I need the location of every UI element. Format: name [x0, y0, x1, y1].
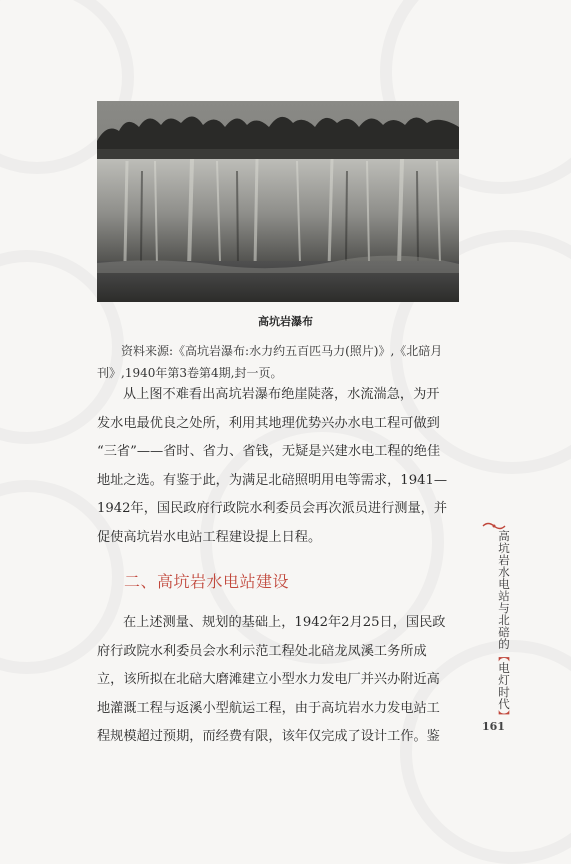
paragraph-line: “三省”——省时、省力、省钱，无疑是兴建水电工程的绝佳 — [97, 444, 441, 459]
page-number: 161 — [482, 720, 505, 733]
source-note-line: 资料来源:《高坑岩瀑布:水力约五百匹马力(照片)》,《北碚月 — [121, 344, 443, 358]
running-header-text: 高坑岩水电站与北碚的 — [497, 530, 511, 650]
paragraph-line: 立，该所拟在北碚大磨滩建立小型水力发电厂并兴办附近高 — [97, 672, 440, 687]
paragraph-line: 发水电最优良之处所，利用其地理优势兴办水电工程可做到 — [97, 415, 440, 431]
source-note-line: 刊》,1940年第3卷第4期,封一页。 — [97, 366, 283, 380]
photo-caption: 高坑岩瀑布 — [258, 315, 313, 328]
paragraph-line: 促使高坑岩水电站工程建设提上日程。 — [97, 529, 322, 545]
running-header-bracket-close: 】 — [497, 710, 511, 722]
running-header — [488, 530, 512, 722]
paragraph-line: 从上图不难看出高坑岩瀑布绝崖陡落，水流湍急，为开 — [123, 387, 440, 402]
paragraph-line: 程规模超过预期，而经费有限，该年仅完成了设计工作。鉴 — [97, 729, 440, 744]
paragraph-line: 在上述测量、规划的基础上，1942年2月25日，国民政 — [123, 615, 446, 630]
running-header-bracket-open: 【 — [497, 650, 511, 662]
paragraph-line: 地灌溉工程与返溪小型航运工程，由于高坑岩水力发电站工 — [97, 700, 440, 716]
section-heading: 二、高坑岩水电站建设 — [124, 572, 290, 591]
paragraph-line: 府行政院水利委员会水利示范工程处北碚龙凤溪工务所成 — [97, 643, 427, 659]
waterfall-photo — [97, 101, 459, 302]
paragraph-1 — [97, 381, 462, 552]
running-header-highlight: 电灯时代 — [497, 662, 511, 710]
paragraph-line: 1942年，国民政府行政院水利委员会再次派员进行测量，并 — [97, 501, 448, 516]
paragraph-line: 地址之选。有鉴于此，为满足北碚照明用电等需求，1941— — [97, 472, 448, 488]
paragraph-2 — [97, 609, 462, 752]
source-note — [97, 340, 461, 384]
